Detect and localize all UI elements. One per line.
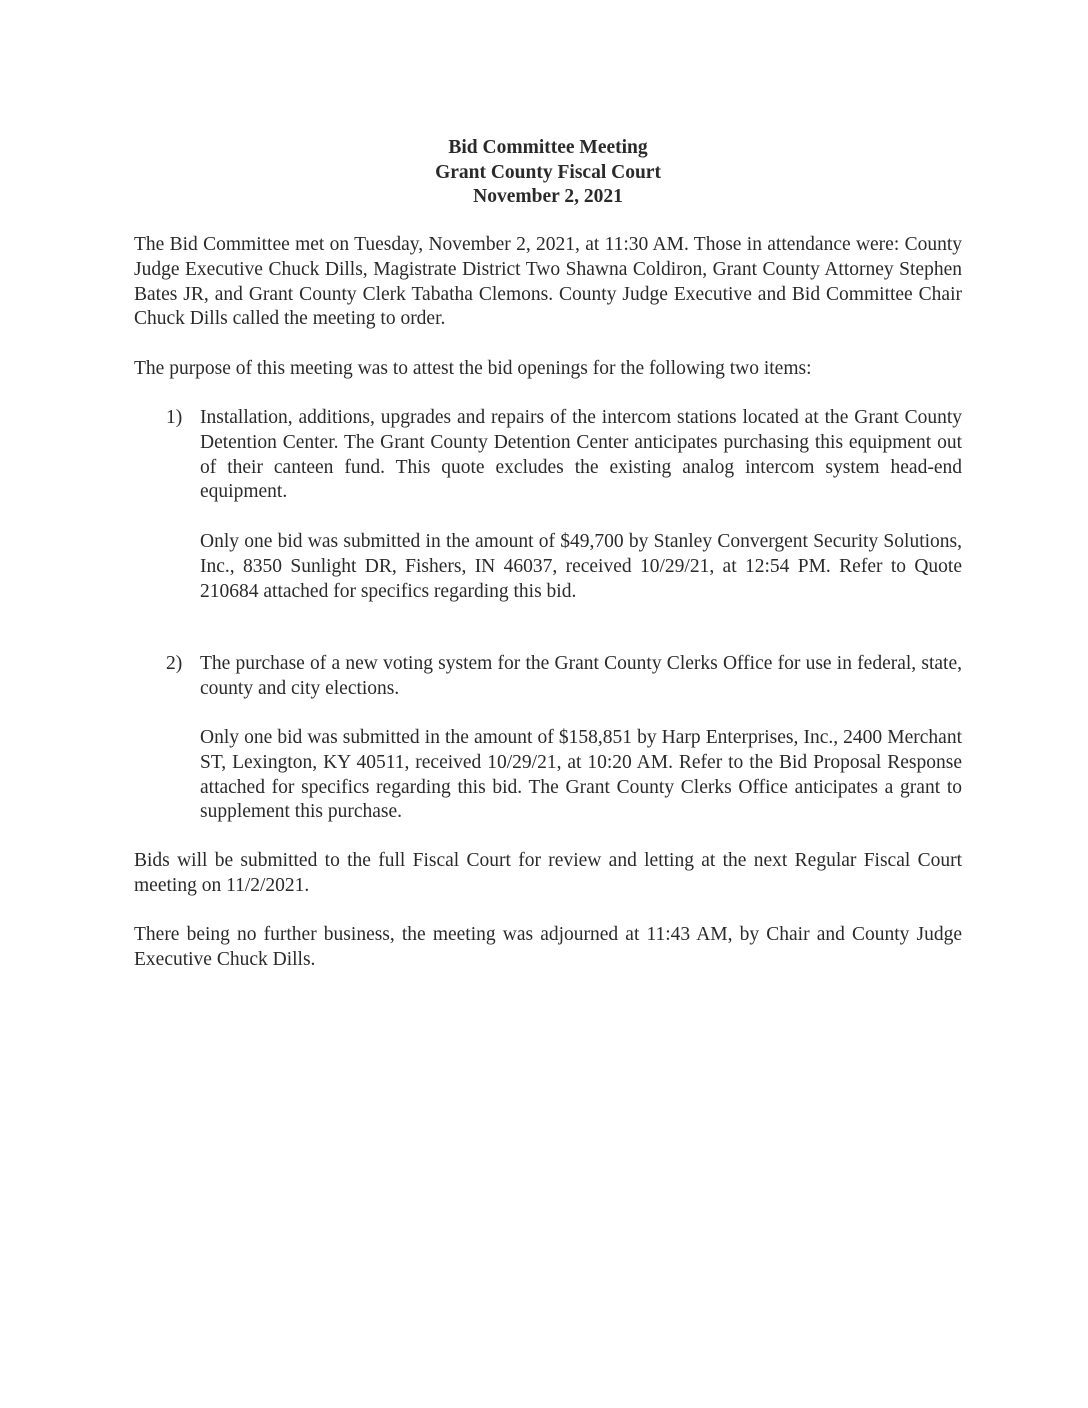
item-description: The purchase of a new voting system for the Grant County Clerks Office for use in federal, state, county and city elections. bbox=[200, 653, 962, 699]
item-2-bid-paragraph: Only one bid was submitted in the amount of $158,851 by Harp Enterprises, Inc., 2400 Merchant ST, Lexington, KY 40511, received 10/29/21, at 10:20 AM. Refer to the Bid Proposal Response attached for specifics regarding this bid. The Grant County Clerks Office anticipates a grant to supplement this purchase. bbox=[200, 727, 962, 823]
item-number: 1) bbox=[166, 407, 183, 428]
item-description: Installation, additions, upgrades and repairs of the intercom stations located at the Grant County Detention Center. The Grant County Detention Center anticipates purchasing this equipment out of their canteen fund. This quote excludes the existing analog intercom system head-end equipment. bbox=[200, 407, 962, 503]
document-header bbox=[0, 136, 1088, 210]
item-1-bid-paragraph: Only one bid was submitted in the amount of $49,700 by Stanley Convergent Security Solutions, Inc., 8350 Sunlight DR, Fishers, IN 46037, received 10/29/21, at 12:54 PM. Refer to Quote 210684 attached for specifics regarding this bid. bbox=[200, 531, 962, 602]
meeting-title: Bid Committee Meeting bbox=[448, 137, 648, 158]
item-number: 2) bbox=[166, 653, 183, 674]
submission-paragraph: Bids will be submitted to the full Fiscal Court for review and letting at the next Regular Fiscal Court meeting on 11/2/2021. bbox=[134, 850, 962, 896]
purpose-paragraph: The purpose of this meeting was to attest the bid openings for the following two items: bbox=[134, 358, 812, 379]
closing-paragraph: There being no further business, the meeting was adjourned at 11:43 AM, by Chair and County Judge Executive Chuck Dills. bbox=[134, 924, 962, 970]
intro-paragraph: The Bid Committee met on Tuesday, November 2, 2021, at 11:30 AM. Those in attendance were: County Judge Executive Chuck Dills, Magistrate District Two Shawna Coldiron, Grant County Attorney Stephen Bates JR, and Grant County Clerk Tabatha Clemons. County Judge Executive and Bid Committee Chair Chuck Dills called the meeting to order. bbox=[134, 234, 962, 330]
court-name: Grant County Fiscal Court bbox=[435, 161, 661, 183]
meeting-date: November 2, 2021 bbox=[473, 186, 623, 207]
